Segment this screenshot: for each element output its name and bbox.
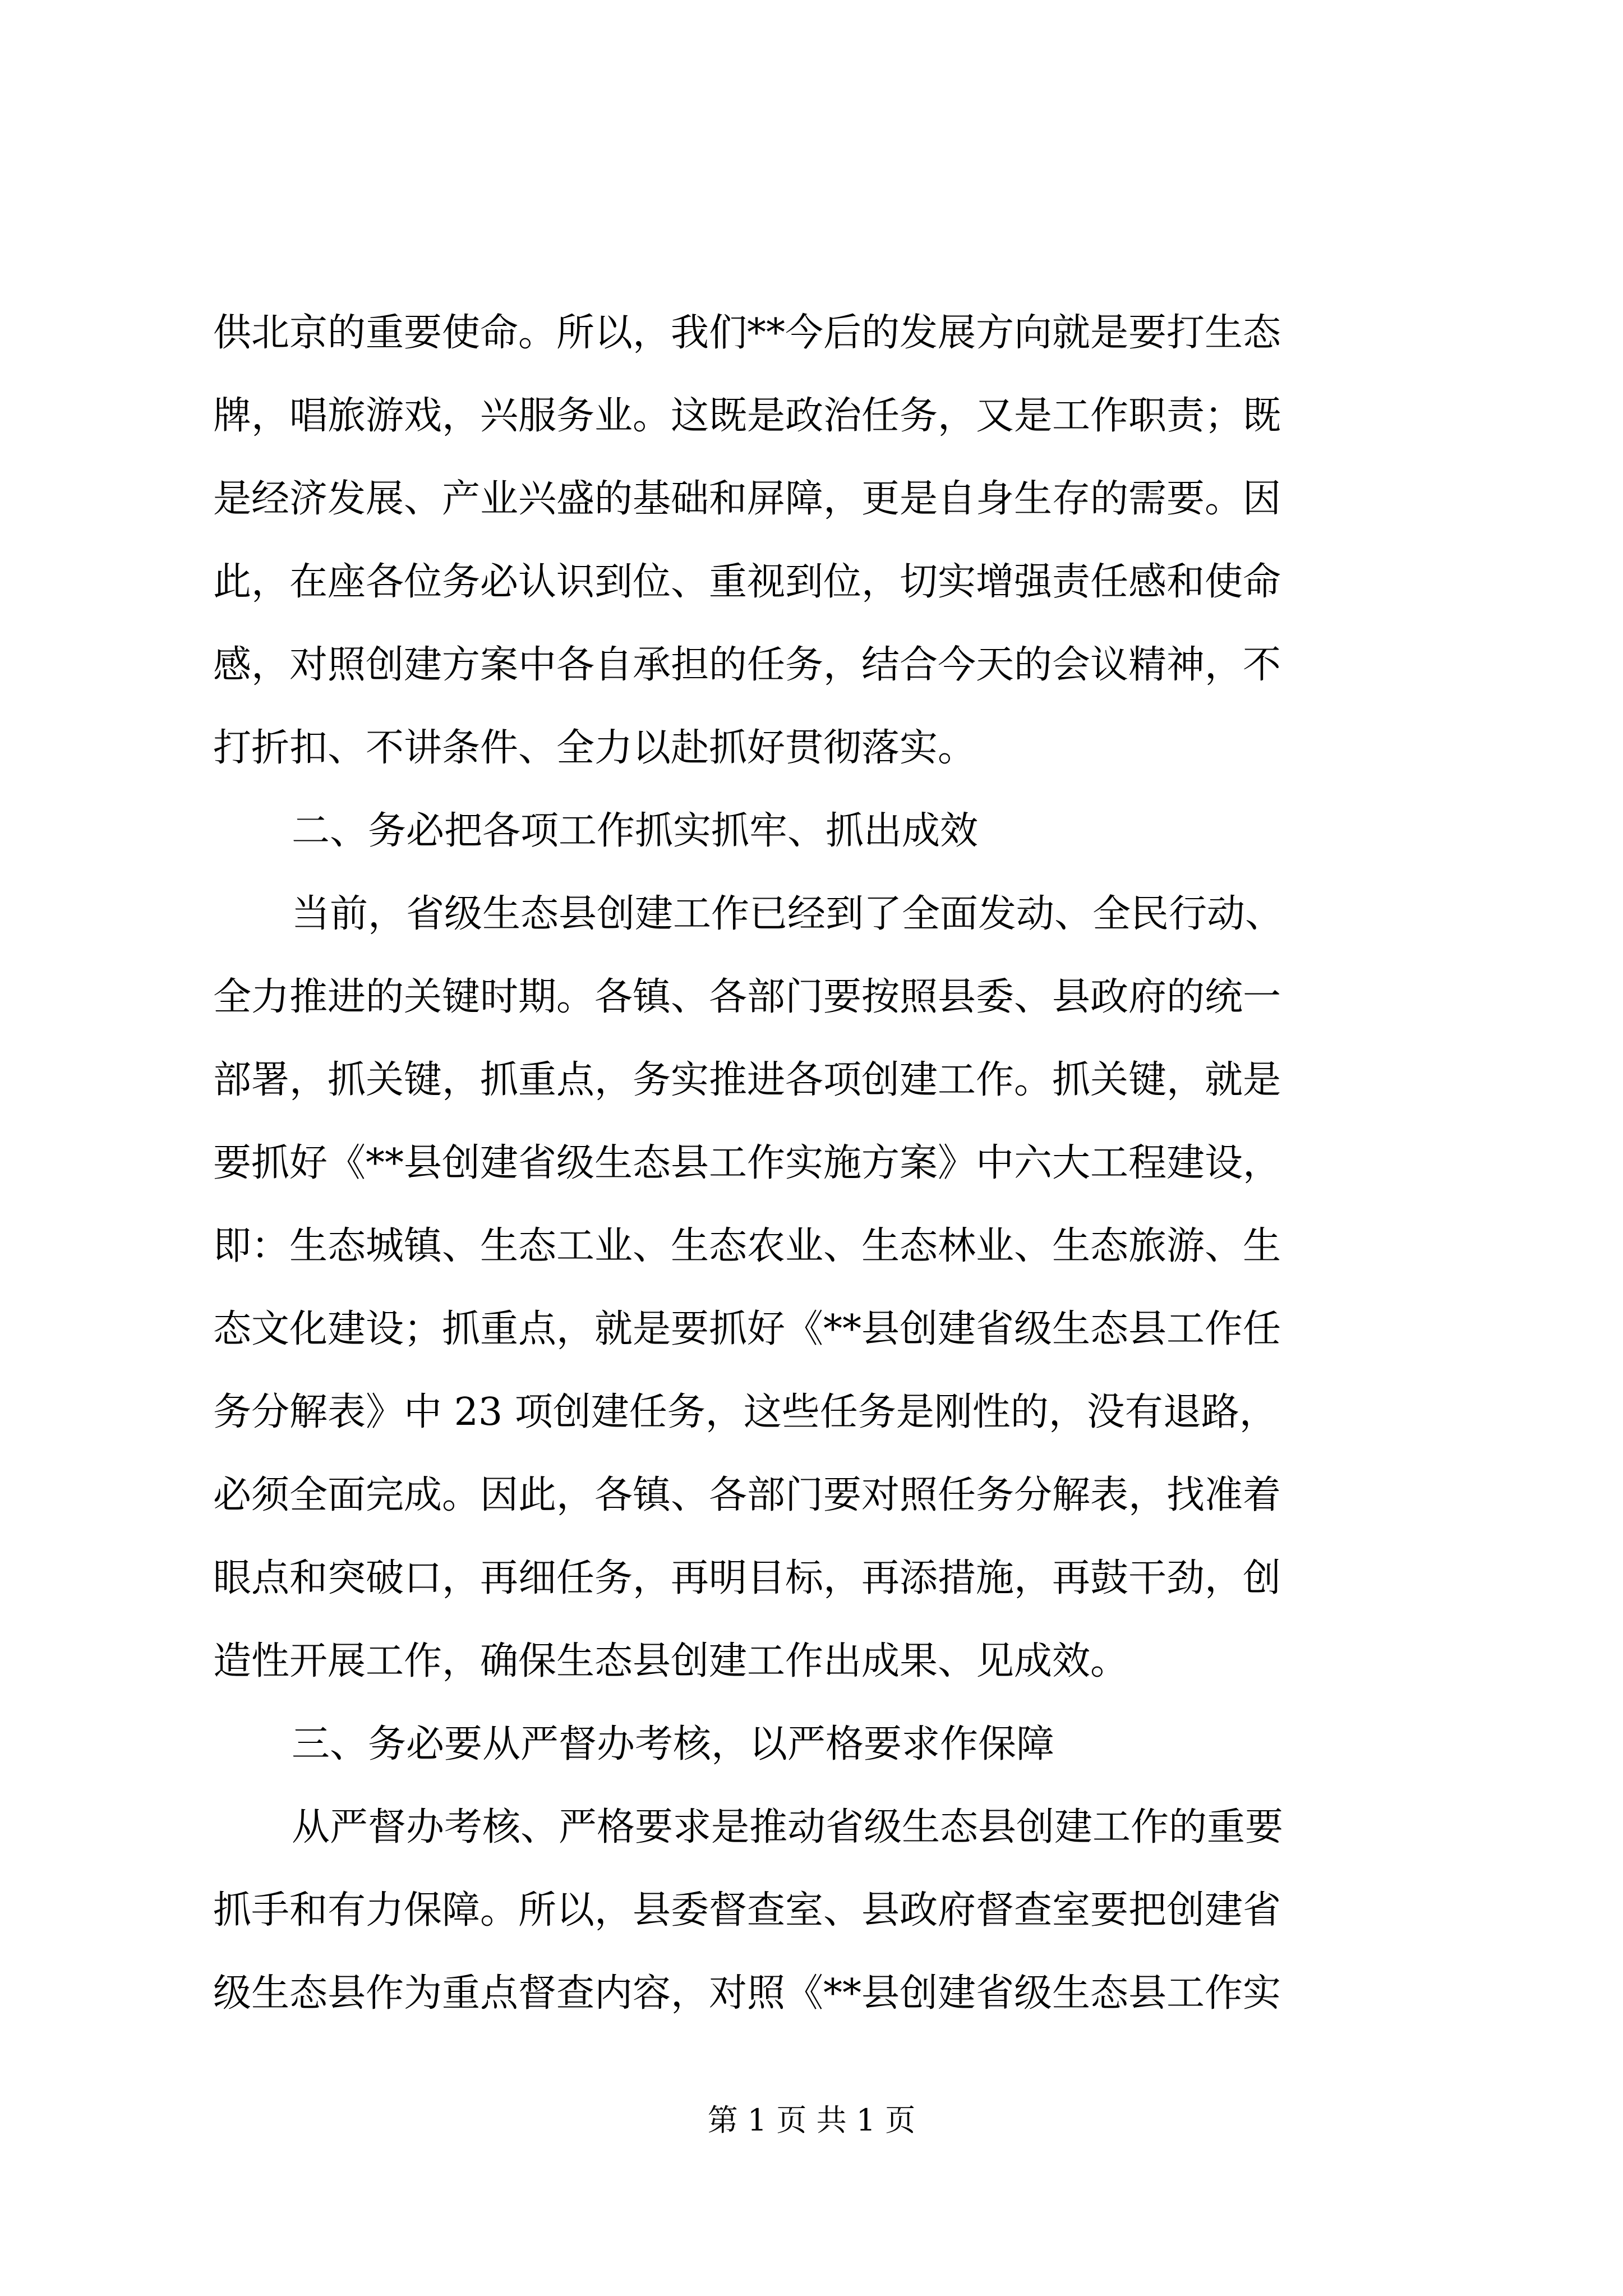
text-line: 要抓好《**县创建省级生态县工作实施方案》中六大工程建设， xyxy=(213,1141,1281,1185)
paragraph-first-line: 从严督办考核、严格要求是推动省级生态县创建工作的重要 xyxy=(292,1805,1284,1849)
section-heading: 三、务必要从严督办考核，以严格要求作保障 xyxy=(292,1722,1055,1766)
text-line: 此，在座各位务必认识到位、重视到位，切实增强责任感和使命 xyxy=(213,560,1281,604)
text-line: 必须全面完成。因此，各镇、各部门要对照任务分解表，找准着 xyxy=(213,1473,1281,1517)
text-line: 级生态县作为重点督查内容，对照《**县创建省级生态县工作实 xyxy=(213,1971,1281,2016)
document-body xyxy=(213,292,1436,2035)
section-heading: 二、务必把各项工作抓实抓牢、抓出成效 xyxy=(292,809,979,853)
text-line: 是经济发展、产业兴盛的基础和屏障，更是自身生存的需要。因 xyxy=(213,477,1281,521)
text-line: 感，对照创建方案中各自承担的任务，结合今天的会议精神，不 xyxy=(213,643,1281,687)
text-line: 部署，抓关键，抓重点，务实推进各项创建工作。抓关键，就是 xyxy=(213,1058,1281,1102)
text-line: 态文化建设；抓重点，就是要抓好《**县创建省级生态县工作任 xyxy=(213,1307,1281,1351)
page-number-label: 第 1 页 共 1 页 xyxy=(707,2102,916,2138)
text-line: 即：生态城镇、生态工业、生态农业、生态林业、生态旅游、生 xyxy=(213,1224,1281,1268)
text-line: 牌，唱旅游戏，兴服务业。这既是政治任务，又是工作职责；既 xyxy=(213,394,1281,438)
text-line: 供北京的重要使命。所以，我们**今后的发展方向就是要打生态 xyxy=(213,311,1281,355)
text-line: 抓手和有力保障。所以，县委督查室、县政府督查室要把创建省 xyxy=(213,1888,1281,1932)
text-line: 务分解表》中 23 项创建任务，这些任务是刚性的，没有退路， xyxy=(213,1390,1278,1434)
paragraph-first-line: 当前，省级生态县创建工作已经到了全面发动、全民行动、 xyxy=(292,892,1284,936)
page-footer xyxy=(0,2101,1623,2140)
text-line: 打折扣、不讲条件、全力以赴抓好贯彻落实。 xyxy=(213,726,976,770)
text-line: 眼点和突破口，再细任务，再明目标，再添措施，再鼓干劲，创 xyxy=(213,1556,1281,1600)
text-line: 造性开展工作，确保生态县创建工作出成果、见成效。 xyxy=(213,1639,1129,1683)
text-line: 全力推进的关键时期。各镇、各部门要按照县委、县政府的统一 xyxy=(213,975,1281,1019)
